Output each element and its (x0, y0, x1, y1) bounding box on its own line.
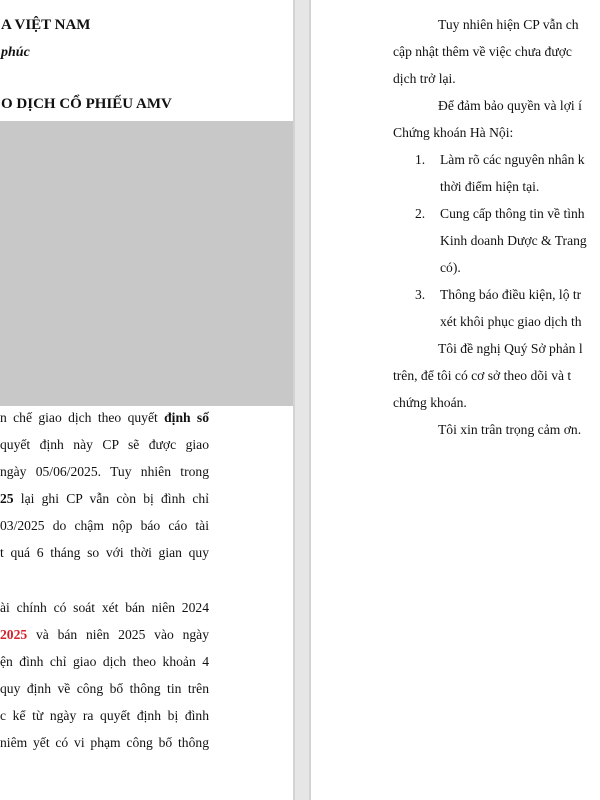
list-item-line: xét khôi phục giao dịch th (440, 314, 582, 329)
body-line: ài chính có soát xét bán niên 2024 (0, 600, 209, 615)
body-line: t quá 6 tháng so với thời gian quy (0, 545, 209, 560)
paragraph-line: trên, để tôi có cơ sở theo dõi và t (393, 368, 572, 383)
body-line: quyết định này CP sẽ được giao (0, 437, 209, 452)
paragraph-line: Tôi đề nghị Quý Sở phản l (438, 341, 583, 356)
list-item-line: có). (440, 260, 461, 275)
body-line: niêm yết có vi phạm công bố thông (0, 735, 209, 750)
paragraph-line: chứng khoán. (393, 395, 467, 410)
paragraph-line: dịch trở lại. (393, 71, 456, 86)
list-item-line: Kinh doanh Dược & Trang (440, 233, 587, 248)
list-item-number: 3. (415, 287, 426, 302)
header-country-name: A VIỆT NAM (1, 17, 91, 33)
document-page-left (0, 0, 293, 800)
list-item-line: Thông báo điều kiện, lộ tr (440, 287, 582, 302)
body-line: c kể từ ngày ra quyết định bị đình (0, 708, 209, 723)
closing-line: Tôi xin trân trọng cảm ơn. (438, 422, 582, 437)
list-item-line: Làm rõ các nguyên nhân k (440, 152, 585, 167)
body-line: quy định về công bố thông tin trên (0, 681, 209, 696)
header-motto: phúc (1, 45, 30, 60)
list-item-number: 1. (415, 152, 426, 167)
body-line: ện đình chỉ giao dịch theo khoản 4 (0, 654, 209, 669)
image-placeholder (0, 121, 293, 406)
document-title: O DỊCH CỔ PHIẾU AMV (1, 96, 172, 112)
document-page-right (311, 0, 600, 800)
body-line: n chế giao dịch theo quyết định số (0, 410, 209, 425)
body-line: ngày 05/06/2025. Tuy nhiên trong (0, 464, 209, 479)
paragraph-line: Để đảm bảo quyền và lợi í (438, 98, 582, 113)
list-item-number: 2. (415, 206, 426, 221)
body-line: 25 lại ghi CP vẫn còn bị đình chỉ (0, 491, 209, 506)
body-line: 03/2025 do chậm nộp báo cáo tài (0, 518, 209, 533)
paragraph-line: cập nhật thêm về việc chưa được (393, 44, 572, 59)
list-item-line: thời điểm hiện tại. (440, 179, 540, 194)
page-edge (293, 0, 295, 800)
list-item-line: Cung cấp thông tin về tình (440, 206, 585, 221)
paragraph-line: Tuy nhiên hiện CP vẫn ch (438, 17, 579, 32)
paragraph-line: Chứng khoán Hà Nội: (393, 125, 514, 140)
body-line: 2025 và bán niên 2025 vào ngày (0, 627, 209, 642)
